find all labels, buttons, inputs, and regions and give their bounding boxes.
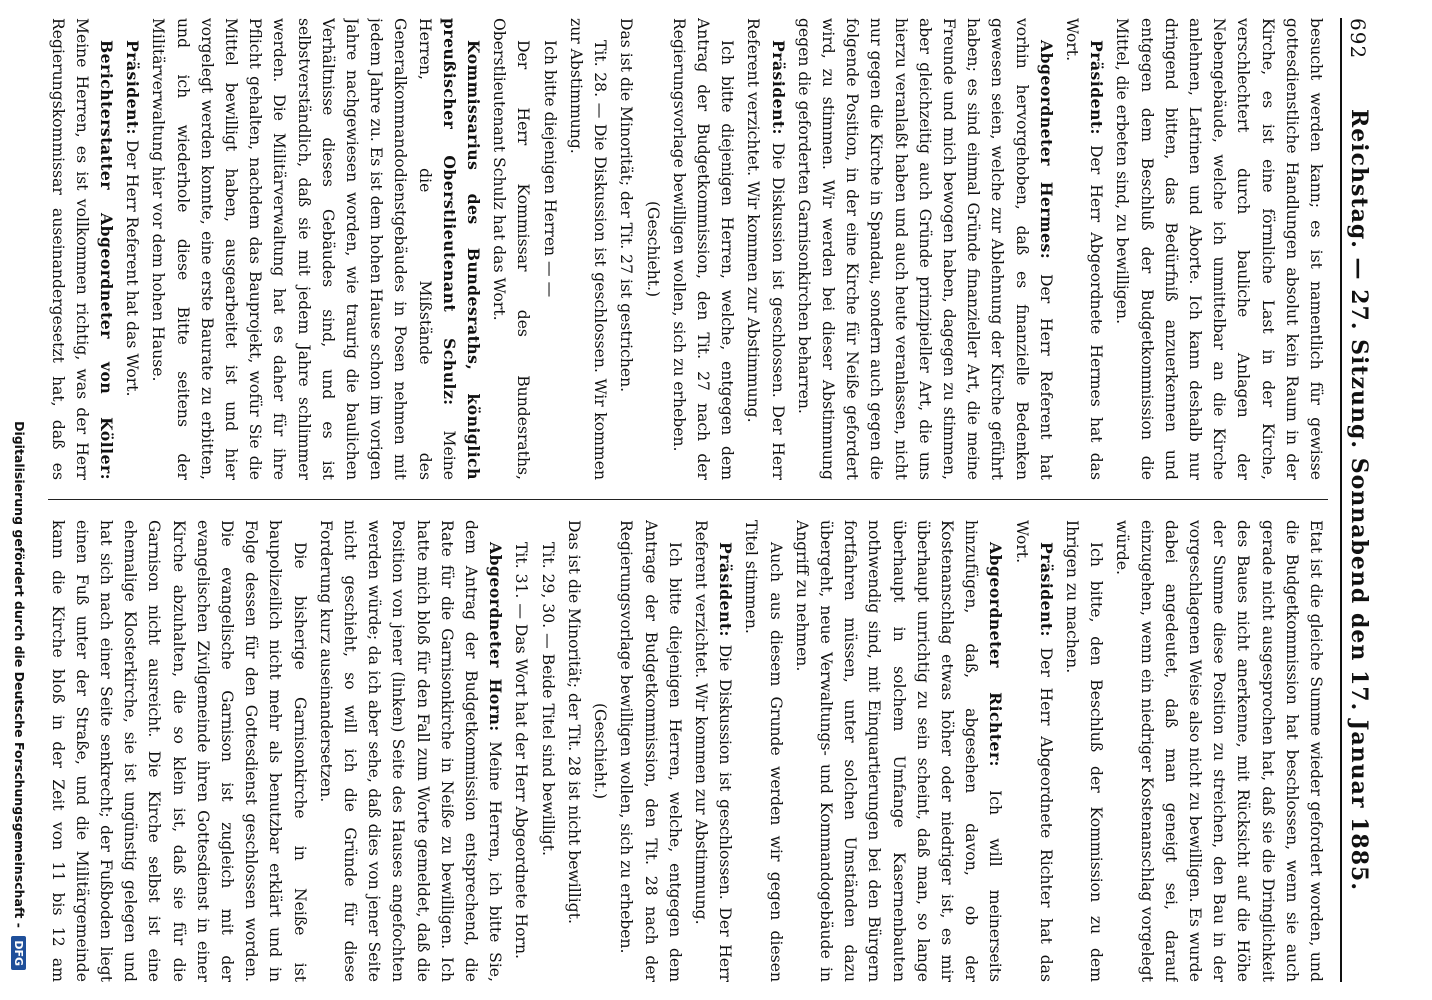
paragraph-text: Meine Herren, die Mißstände des Generalkommandodienstgebäudes in Posen nehmen mit jedem Jahre zu. Es ist dem hohen Hause schon im vorigen Jahre nachgewiesen worden, wie traurig die baulichen Verhältnisse dieses Gebäudes sind, und es ist selbstverständlich, daß sie mit jedem Jahre schlimmer werden. Die Militärverwaltung hat es daher für ihre Pflicht gehalten, nachdem das Bauprojekt, wofür Sie die Mittel bewilligt haben, ausgearbeitet ist und hier vorgelegt werden konnte, eine erste Baurate zu erbitten, und ich wiederhole diese Bitte seitens der Militärverwaltung hier vor dem hohen Hause. xyxy=(149,18,458,480)
paragraph-text: Der Herr Kommissar des Bundesraths, Oberstlieutenant Schulz hat das Wort. xyxy=(490,18,533,480)
paragraph xyxy=(509,520,533,982)
paragraph xyxy=(146,18,485,480)
paragraph xyxy=(588,520,612,982)
paragraph-text: Etat ist die gleiche Summe wieder gefordert worden, und die Budgetkommission hat beschlossen, wenn sie auch gerade nicht ausgesprochen hat, daß sie die Dringlichkeit des Baues nicht anerkenne, mit Rücksicht auf die Höhe der Summe diese Position zu streichen, den Bau in der vorgeschlagenen Weise also nicht zu bewilligen. Es wurde dabei angedeutet, daß man geneigt sei, darauf einzugehen, wenn ein niedriger Kostenanschlag vorgelegt würde. xyxy=(1113,520,1325,982)
speaker-name: Präsident: xyxy=(1036,542,1056,637)
page-title: Reichstag. — 27. Sitzung. Sonnabend den 17. Januar 1885. xyxy=(1346,109,1372,891)
paragraph xyxy=(792,18,1058,480)
digitization-credit xyxy=(5,0,27,1000)
paragraph xyxy=(614,18,638,480)
paragraph xyxy=(1110,520,1328,982)
speaker-name: Abgeordneter Richter: xyxy=(986,542,1006,767)
paragraph xyxy=(790,520,1008,982)
paragraph-text: Der Herr Abgeordnete Richter hat das Wort. xyxy=(1012,520,1055,982)
paragraph xyxy=(640,18,664,480)
speaker-name: Abgeordneter Hermes: xyxy=(1036,40,1056,260)
paragraph-text: (Geschieht.) xyxy=(643,200,662,298)
paragraph-text: Ich bitte, den Beschluß der Kommission zu dem Ihrigen zu machen. xyxy=(1062,520,1106,982)
paragraph-text: Das ist die Minorität; der Tit. 28 ist nicht bewilligt. xyxy=(564,520,583,924)
paragraph-text: Der Herr Abgeordnete Hermes hat das Wort. xyxy=(1062,18,1106,480)
paragraph-text: Die Diskussion ist geschlossen. Der Herr Referent verzichtet. Wir kommen zur Abstimmung. xyxy=(744,18,787,480)
column-divider xyxy=(48,499,1328,500)
credit-text: Digitalisierung gefördert durch die Deutsche Forschungsgemeinschaft - xyxy=(12,421,27,928)
paragraph-text: Meine Herren, ich bitte Sie, dem Antrag der Budgetkommission entsprechend, die Rate für die Garnisonkirche in Neiße zu bewilligen. Ich hatte mich bloß für den Fall zum Worte gemeldet, daß die Position von jener (linken) Seite des Hauses angefochten werden würde; da ich aber sehe, daß dies von jener Seite nicht geschieht, so will ich die Gründe für diese Forderung kurz auseinandersetzen. xyxy=(316,520,505,982)
paragraph xyxy=(487,18,535,480)
page-number: 692 xyxy=(1346,18,1370,60)
paragraph xyxy=(667,18,740,480)
speaker-name: Berichterstatter Abgeordneter von Köller: xyxy=(97,40,117,480)
right-column xyxy=(48,520,1328,982)
paragraph xyxy=(1110,18,1328,480)
paragraph-text: Der Herr Referent hat das Wort. xyxy=(123,134,142,397)
paragraph xyxy=(538,18,562,480)
paragraph xyxy=(739,520,787,982)
paragraph xyxy=(741,18,789,480)
speaker-name: Präsident: xyxy=(1087,40,1107,135)
paragraph xyxy=(1009,520,1057,982)
paragraph-text: Auch aus diesem Grunde werden wir gegen diesen Titel stimmen. xyxy=(742,520,785,982)
paragraph-text: Die bisherige Garnisonkirche in Neiße ist baupolizeilich nicht mehr als benutzbar erklärt und in Folge dessen für den Gottesdienst geschlossen worden. Die evangelische Garnison ist zugleich mit der evangelischen Zivilgemeinde ihren Gottesdienst in einer Kirche abzuhalten, die so klein ist, daß sie für die Garnison nicht ausreicht. Die Kirche selbst ist eine ehemalige Klosterkirche, sie ist ungünstig gelegen und hat sich nach einer Seite senkrecht; der Fußboden liegt einen Fuß unter der Straße, und die Militärgemeinde kann die Kirche bloß in der Zeit von 11 bis 12 am xyxy=(48,520,309,982)
paragraph xyxy=(48,18,118,480)
paragraph-text: Ich bitte diejenigen Herren, welche, entgegen dem Antrag der Budgetkommission, den Tit. 27 nach der Regierungsvorlage bewilligen wollen, sich zu erheben. xyxy=(669,18,737,480)
paragraph-text: besucht werden kann; es ist namentlich für gewisse gottesdienstliche Handlungen absolut kein Raum in der Kirche, es ist eine förmliche Last in der Kirche, verschlechtert durch bauliche Anlagen der Nebengebäude, welche ich unmittelbar an die Kirche anlehnen, Latrinen und Aborte. Ich kann deshalb nur dringend bitten, das Bedürfniß anzuerkennen und entgegen dem Beschluß der Budgetkommission die Mittel, die erbeten sind, zu bewilligen. xyxy=(1113,18,1325,480)
speaker-name: Kommissarius des Bundesraths, königlich preußischer Oberstlieutenant Schulz: xyxy=(439,18,484,480)
paragraph xyxy=(562,520,586,982)
left-column xyxy=(48,18,1328,480)
paragraph xyxy=(564,18,612,480)
paragraph xyxy=(48,520,312,982)
paragraph-text: Tit. 28. — Die Diskussion ist geschlossen. Wir kommen zur Abstimmung. xyxy=(566,18,610,480)
paragraph xyxy=(120,18,144,480)
paragraph-text: (Geschieht.) xyxy=(591,702,610,800)
paragraph xyxy=(1060,520,1108,982)
paragraph-text: Die Diskussion ist geschlossen. Der Herr Referent verzichtet. Wir kommen zur Abstimmung. xyxy=(691,520,735,982)
paragraph-text: Das ist die Minorität; der Tit. 27 ist gestrichen. xyxy=(617,18,636,393)
paragraph xyxy=(536,520,560,982)
paragraph-text: Tit. 31. — Das Wort hat der Herr Abgeordnete Horn. xyxy=(512,542,531,959)
speaker-name: Präsident: xyxy=(123,40,143,135)
paragraph xyxy=(1060,18,1108,480)
speaker-name: Präsident: xyxy=(768,40,788,135)
paragraph-text: Ich bitte diejenigen Herren — — xyxy=(540,40,559,298)
paragraph-text: Der Herr Referent hat vorhin hervorgehoben, daß es finanzielle Bedenken gewesen seien, welche zur Ablehnung der Kirche geführt haben; es sind einmal Gründe finanzieller Art, die meine Freunde und mich bewogen haben, dagegen zu stimmen, aber gleichzeitig auch Gründe prinzipieller Art, die uns hierzu veranlaßt haben und auch heute veranlassen, nicht nur gegen die Kirche in Spandau, sondern auch gegen die folgende Position, in der eine Kirche für Neiße gefordert wird, zu stimmen. Wir werden bei dieser Abstimmung gegen die geforderten Garnisonkirchen beharren. xyxy=(794,18,1055,480)
paragraph-text: Tit. 29, 30. — Beide Titel sind bewilligt. xyxy=(538,542,557,856)
dfg-logo: DFG xyxy=(11,936,26,970)
speaker-name: Präsident: xyxy=(716,542,736,637)
paragraph xyxy=(314,520,508,982)
paragraph xyxy=(614,520,687,982)
page-header xyxy=(1340,18,1386,982)
paragraph xyxy=(689,520,737,982)
speaker-name: Abgeordneter Horn: xyxy=(486,542,506,732)
paragraph-text: Meine Herren, es ist vollkommen richtig, was der Herr Regierungskommissar auseinandergesetzt hat, daß es xyxy=(48,18,91,480)
paragraph-text: Ich bitte diejenigen Herren, welche, entgegen dem Antrage der Budgetkommission, den Tit. 28 nach der Regierungsvorlage bewilligen wollen, sich zu erheben. xyxy=(617,520,684,982)
paragraph-text: Ich will meinerseits hinzufügen, daß, abgesehen davon, ob der Kostenanschlag etwas höher oder niedriger ist, es mir überhaupt unrichtig zu sein scheint, daß man, so lange überhaupt in solchem Umfange Kasernenbauten nothwendig sind, mit Einquartierungen bei den Bürgern fortfahren müssen, unter solchen Umständen dazu übergeht, neue Verwaltungs- und Kommandogebäude in Angriff zu nehmen. xyxy=(792,520,1005,982)
